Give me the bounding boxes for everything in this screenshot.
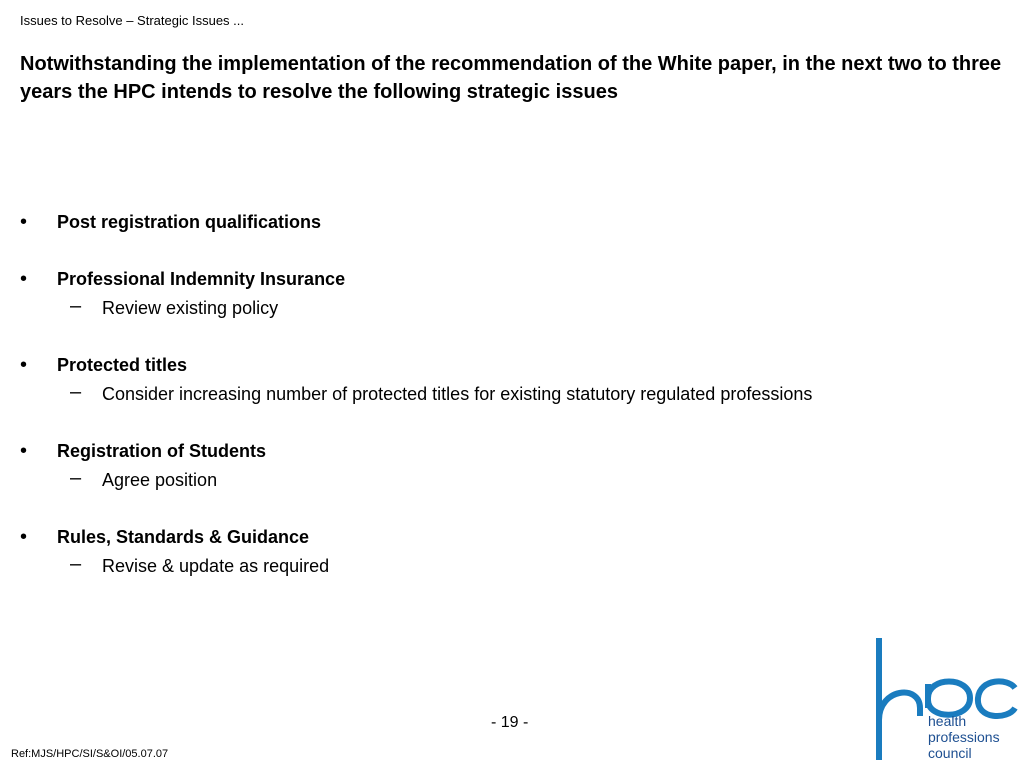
dash-icon: – — [70, 553, 82, 575]
issue-heading: Protected titles — [57, 355, 188, 375]
list-item — [20, 437, 1000, 495]
logo-tagline-health: health — [928, 713, 967, 729]
bullet-icon: • — [20, 526, 28, 548]
issue-heading: Rules, Standards & Guidance — [57, 527, 310, 547]
logo-tagline-professions: professions — [928, 729, 1000, 745]
sub-item-text: Revise & update as required — [102, 556, 330, 576]
breadcrumb: Issues to Resolve – Strategic Issues ... — [20, 13, 244, 28]
issue-list — [20, 208, 1000, 609]
sub-item-text: Agree position — [102, 470, 218, 490]
list-item — [20, 208, 1000, 237]
sub-list-item — [20, 466, 1000, 495]
bullet-icon: • — [20, 211, 28, 233]
logo-letter-c — [978, 681, 1015, 716]
sub-item-text: Review existing policy — [102, 298, 279, 318]
sub-item-text: Consider increasing number of protected titles for existing statutory regulated professions — [102, 384, 813, 404]
issue-heading: Post registration qualifications — [57, 212, 322, 232]
page-number: - 19 - — [491, 714, 529, 731]
hpc-logo — [870, 638, 1020, 763]
list-item — [20, 351, 1000, 409]
dash-icon: – — [70, 467, 82, 489]
dash-icon: – — [70, 295, 82, 317]
list-item — [20, 265, 1000, 323]
bullet-icon: • — [20, 268, 28, 290]
reference-code: Ref:MJS/HPC/SI/S&OI/05.07.07 — [11, 748, 169, 760]
logo-letter-p — [928, 682, 970, 715]
logo-letter-h — [879, 638, 920, 760]
logo-tagline-council: council — [928, 745, 972, 761]
dash-icon: – — [70, 381, 82, 403]
list-item — [20, 523, 1000, 581]
issue-heading: Professional Indemnity Insurance — [57, 269, 346, 289]
bullet-icon: • — [20, 440, 28, 462]
issue-heading: Registration of Students — [57, 441, 267, 461]
sub-list-item — [20, 552, 1000, 581]
page-title: Notwithstanding the implementation of the recommendation of the White paper, in the next two to three years the HPC intends to resolve the following strategic issues — [20, 53, 1002, 103]
sub-list-item — [20, 294, 1000, 323]
bullet-icon: • — [20, 354, 28, 376]
sub-list-item — [20, 380, 1000, 409]
